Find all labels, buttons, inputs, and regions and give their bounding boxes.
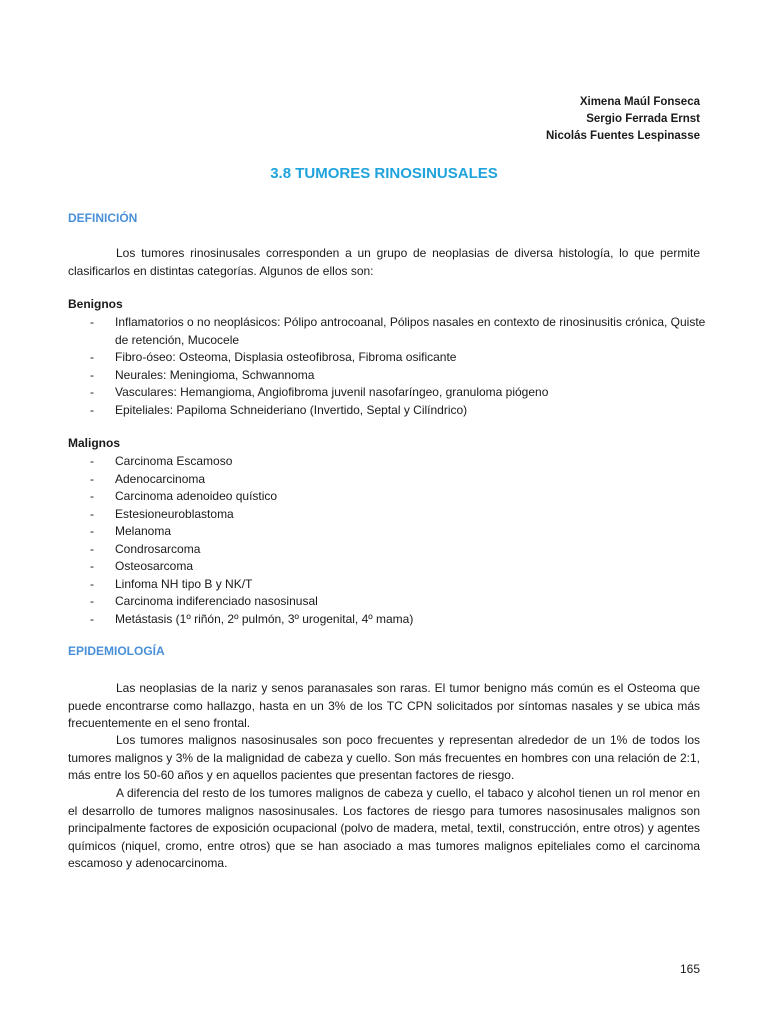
list-item: - Carcinoma indiferenciado nasosinusal xyxy=(90,594,318,608)
list-item: - Neurales: Meningioma, Schwannoma xyxy=(90,367,315,382)
list-item: - Epiteliales: Papiloma Schneideriano (Invertido, Septal y Cilíndrico) xyxy=(90,402,468,417)
section-heading-epidemiologia: EPIDEMIOLOGÍA xyxy=(68,644,165,658)
list-item: - Adenocarcinoma xyxy=(90,471,206,486)
page-number: 165 xyxy=(679,962,700,976)
epidemiology-paragraph: A diferencia del resto de los tumores malignos de cabeza y cuello, el tabaco y alcohol tienen un rol menor en el desarrollo de tumores malignos nasosinusales. Los factores de riesgo para tumores nasosinusales malignos son principalmente factores de exposición ocupacional (polvo de madera, metal, textil, construcción, entre otros) y agentes químicos (niquel, cromo, entre otros) que se han asociado a mas tumores malignos epiteliales como el carcinoma escamoso y adenocarcinoma. xyxy=(68,786,700,870)
epidemiology-paragraph: Los tumores malignos nasosinusales son poco frecuentes y representan alrededor de un 1% de todos los tumores malignos y 3% de la malignidad de cabeza y cuello. Son más frecuentes en hombres con una relación de 2:1, más entre los 50-60 años y en aquellos pacientes que presentan factores de riesgo. xyxy=(68,733,700,782)
list-item: - Inflamatorios o no neoplásicos: Pólipo antrocoanal, Pólipos nasales en contexto de rinosinusitis crónica, Quiste de retención, Mucocele xyxy=(90,315,706,347)
malignos-heading: Malignos xyxy=(68,436,121,450)
list-item: - Vasculares: Hemangioma, Angiofibroma juvenil nasofaríngeo, granuloma piógeno xyxy=(90,385,549,399)
list-item: - Condrosarcoma xyxy=(90,541,201,556)
list-item: - Metástasis (1º riñón, 2º pulmón, 3º urogenital, 4º mama) xyxy=(90,611,414,626)
list-item: - Carcinoma adenoideo quístico xyxy=(90,489,278,503)
benignos-heading: Benignos xyxy=(68,297,123,311)
list-item: - Osteosarcoma xyxy=(90,559,194,573)
chapter-title: 3.8 TUMORES RINOSINUSALES xyxy=(270,165,498,182)
list-item: - Linfoma NH tipo B y NK/T xyxy=(90,576,253,591)
author-name: Nicolás Fuentes Lespinasse xyxy=(545,130,700,142)
section-heading-definicion: DEFINICIÓN xyxy=(68,211,138,225)
list-item: - Carcinoma Escamoso xyxy=(90,454,233,468)
list-item: - Estesioneuroblastoma xyxy=(90,506,234,521)
list-item: - Fibro-óseo: Osteoma, Displasia osteofibrosa, Fibroma osificante xyxy=(90,350,457,364)
benignos-list xyxy=(68,314,708,419)
authors-block xyxy=(546,94,700,145)
definition-paragraph: Los tumores rinosinusales corresponden a un grupo de neoplasias de diversa histología, lo que permite clasificarlos en distintas categorías. Algunos de ellos son: xyxy=(68,246,700,278)
author-name: Ximena Maúl Fonseca xyxy=(579,96,700,108)
author-name: Sergio Ferrada Ernst xyxy=(586,113,700,125)
malignos-list xyxy=(68,453,708,628)
list-item: - Melanoma xyxy=(90,524,172,538)
epidemiology-paragraph: Las neoplasias de la nariz y senos paranasales son raras. El tumor benigno más común es el Osteoma que puede encontrarse como hallazgo, hasta en un 3% de los TC CPN solicitados por síntomas nasales y se ubica más frecuentemente en el seno frontal. xyxy=(68,681,700,730)
